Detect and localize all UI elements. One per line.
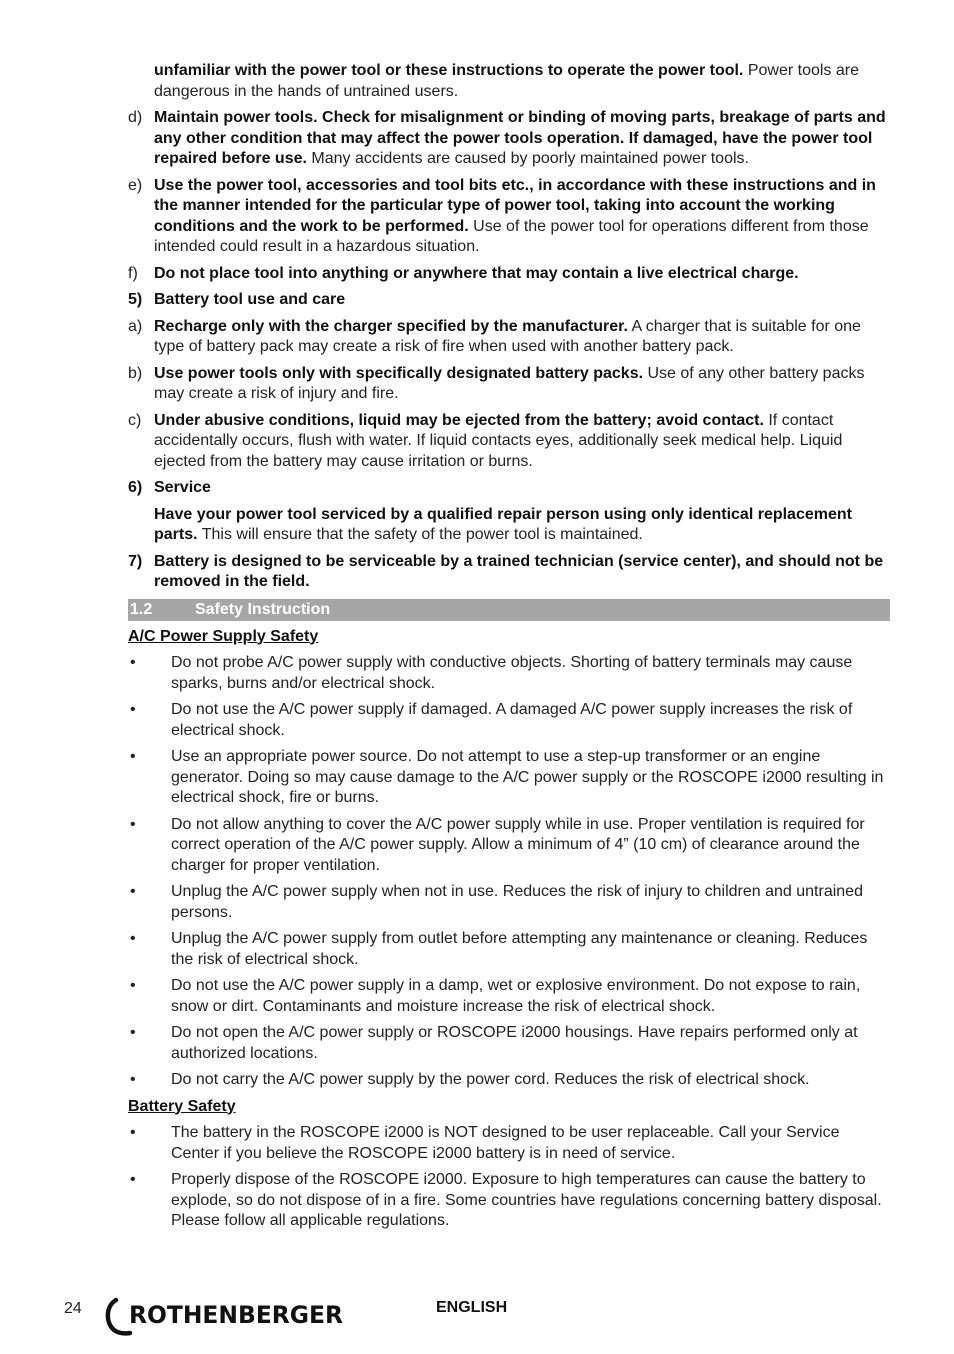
service-bold-text: Have your power tool serviced by a qualified repair person using only identical replacement parts. <box>154 505 852 543</box>
list-item <box>128 411 890 473</box>
bullet-text: Properly dispose of the ROSCOPE i2000. Exposure to high temperatures can cause the battery to explode, so do not dispose of in a fire. Some countries have regulations concerning battery disposal. Please follow all applicable regulations. <box>171 1171 882 1229</box>
bullet-point: • <box>130 883 136 900</box>
bullet-item <box>128 1170 890 1232</box>
item-text <box>154 176 890 258</box>
service-paragraph <box>154 505 890 546</box>
item-text <box>154 411 890 473</box>
page-content <box>128 61 890 1238</box>
item-normal-text: A charger that is suitable for one type of battery pack may create a risk of fire when used with another battery pack. <box>154 317 861 355</box>
list-item <box>128 364 890 405</box>
section-title: Battery is designed to be serviceable by a trained technician (service center), and should not be removed in the field. <box>154 552 884 590</box>
item-label: d) <box>128 109 143 126</box>
bullet-point: • <box>130 654 136 671</box>
section-title: Battery tool use and care <box>154 291 346 308</box>
item-bold-text: Maintain power tools. Check for misalignment or binding of moving parts, breakage of parts and any other condition that may affect the power tools operation. If damaged, have the power tool repaired before use. <box>154 109 886 167</box>
item-text <box>154 61 890 102</box>
bullet-text: Unplug the A/C power supply from outlet before attempting any maintenance or cleaning. Reduces the risk of electrical shock. <box>171 930 868 968</box>
bullet-point: • <box>130 748 136 765</box>
bullet-point: • <box>130 1124 136 1141</box>
item-bold-text: Recharge only with the charger specified by the manufacturer. <box>154 317 628 335</box>
item-label: c) <box>128 411 142 429</box>
section-bar-title: Safety Instruction <box>195 600 331 618</box>
list-item <box>128 61 890 102</box>
bullet-text: Do not carry the A/C power supply by the power cord. Reduces the risk of electrical shock. <box>171 1071 810 1088</box>
list-item <box>128 176 890 258</box>
ac-safety-heading: A/C Power Supply Safety <box>128 627 319 645</box>
bullet-point: • <box>130 815 136 833</box>
section-number: 5) <box>128 291 143 308</box>
bullet-text: The battery in the ROSCOPE i2000 is NOT designed to be user replaceable. Call your Service Center if you believe the ROSCOPE i2000 battery is in need of service. <box>171 1124 840 1162</box>
bullet-text: Use an appropriate power source. Do not attempt to use a step-up transformer or an engine generator. Doing so may cause damage to the A/C power supply or the ROSCOPE i2000 resulting in electrical shock, fire or burns. <box>171 748 884 806</box>
list-item <box>128 108 890 170</box>
bullet-item <box>128 815 890 877</box>
bullet-item <box>128 747 890 809</box>
bullet-text: Do not open the A/C power supply or ROSCOPE i2000 housings. Have repairs performed only at authorized locations. <box>171 1024 858 1062</box>
item-bold-text: Use power tools only with specifically designated battery packs. <box>154 364 644 382</box>
section-bar-number: 1.2 <box>130 600 153 618</box>
bullet-point: • <box>130 701 136 718</box>
list-item <box>128 317 890 358</box>
item-bold-text: unfamiliar with the power tool or these instructions to operate the power tool. <box>154 62 744 79</box>
item-bold-text: Under abusive conditions, liquid may be ejected from the battery; avoid contact. <box>154 411 764 429</box>
language-label: ENGLISH <box>436 1299 508 1316</box>
logo-wordmark: ROTHENBERGER <box>129 1301 343 1329</box>
item-label: f) <box>128 264 138 282</box>
bullet-text: Do not use the A/C power supply in a damp, wet or explosive environment. Do not expose to rain, snow or dirt. Contaminants and moisture increase the risk of electrical shock. <box>171 977 861 1015</box>
battery-safety-heading: Battery Safety <box>128 1097 236 1115</box>
item-normal-text: Use of any other battery packs may create a risk of injury and fire. <box>154 364 865 402</box>
item-label: a) <box>128 317 143 335</box>
bullet-item <box>128 1023 890 1064</box>
bullet-item <box>128 653 890 694</box>
section-bar <box>128 599 890 621</box>
section-title: Service <box>154 479 211 496</box>
bullet-item <box>128 976 890 1017</box>
bullet-item <box>128 1070 890 1091</box>
battery-safety-list <box>128 1123 890 1232</box>
item-normal-text: If contact accidentally occurs, flush with water. If liquid contacts eyes, additionally seek medical help. Liquid ejected from the battery may cause irritation or burns. <box>154 411 843 470</box>
service-normal-text: This will ensure that the safety of the power tool is maintained. <box>197 526 643 543</box>
bullet-item <box>128 929 890 970</box>
section-heading-7 <box>128 552 890 593</box>
bullet-item <box>128 700 890 741</box>
item-text <box>154 264 890 285</box>
bullet-point: • <box>130 1171 136 1188</box>
item-text <box>154 317 890 358</box>
bullet-text: Unplug the A/C power supply when not in use. Reduces the risk of injury to children and untrained persons. <box>171 883 863 921</box>
item-normal-text: Use of the power tool for operations different from those intended could result in a hazardous situation. <box>154 217 869 255</box>
page-footer <box>0 1296 954 1336</box>
section-heading-6 <box>128 478 890 499</box>
bullet-point: • <box>130 1024 136 1041</box>
item-bold-text: Do not place tool into anything or anywhere that may contain a live electrical charge. <box>154 264 799 282</box>
bullet-item <box>128 882 890 923</box>
bullet-point: • <box>130 1071 136 1088</box>
item-text <box>154 108 890 170</box>
bullet-item <box>128 1123 890 1164</box>
section-number: 6) <box>128 479 143 496</box>
item-normal-text: Power tools are dangerous in the hands of untrained users. <box>154 62 859 100</box>
page-number: 24 <box>64 1300 82 1317</box>
item-label: b) <box>128 364 143 382</box>
item-label <box>128 61 154 102</box>
bullet-text: Do not probe A/C power supply with conductive objects. Shorting of battery terminals may cause sparks, burns and/or electrical shock. <box>171 654 853 692</box>
bullet-point: • <box>130 977 136 994</box>
item-bold-text: Use the power tool, accessories and tool bits etc., in accordance with these instructions and in the manner intended for the particular type of power tool, taking into account the working conditions and the work to be performed. <box>154 176 876 235</box>
list-item <box>128 264 890 285</box>
bullet-point: • <box>130 930 136 947</box>
item-text <box>154 364 890 405</box>
item-normal-text: Many accidents are caused by poorly maintained power tools. <box>306 150 749 167</box>
bullet-text: Do not allow anything to cover the A/C power supply while in use. Proper ventilation is required for correct operation of the A/C power supply. Allow a minimum of 4” (10 cm) of clearance around the charger for proper ventilation. <box>171 815 865 874</box>
ac-safety-list <box>128 653 890 1091</box>
rothenberger-logo <box>102 1296 348 1336</box>
section-number: 7) <box>128 552 143 570</box>
bullet-text: Do not use the A/C power supply if damaged. A damaged A/C power supply increases the risk of electrical shock. <box>171 701 853 739</box>
item-label: e) <box>128 176 143 194</box>
section-heading-5 <box>128 290 890 311</box>
